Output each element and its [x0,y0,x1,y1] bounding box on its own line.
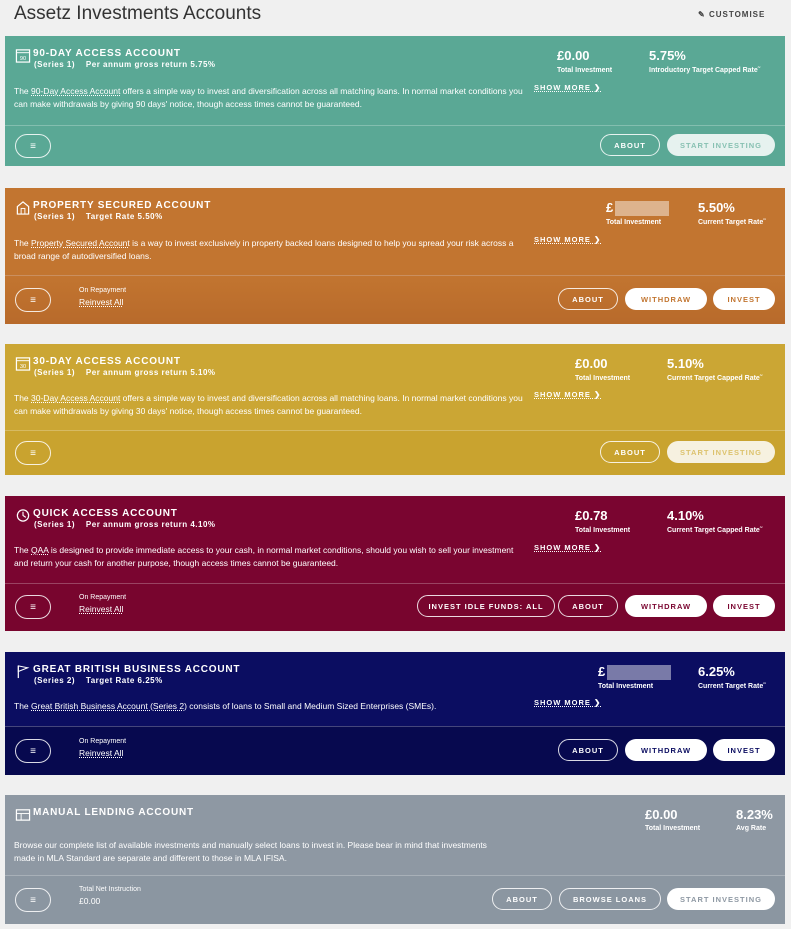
invest-button[interactable]: INVEST [713,595,775,617]
invest-button[interactable]: INVEST [713,739,775,761]
account-card-30-day [5,344,785,475]
account-link[interactable]: 30-Day Access Account [31,393,121,403]
withdraw-button[interactable]: WITHDRAW [625,595,707,617]
account-card-quick-access [5,496,785,631]
invest-idle-funds-button[interactable]: INVEST IDLE FUNDS: ALL [417,595,555,617]
property-icon [15,200,31,215]
customise-label: CUSTOMISE [708,10,766,19]
menu-button[interactable]: ≡ [15,134,51,158]
about-button[interactable]: ABOUT [558,595,618,617]
manual-lending-icon [15,807,31,822]
start-investing-button[interactable]: START INVESTING [667,888,775,910]
show-more-link[interactable]: SHOW MORE ❯ [534,698,602,707]
rate-value: 6.25% [698,664,735,679]
rate-label: Introductory Target Capped Rate˜ [649,67,761,74]
redacted-amount [615,201,669,216]
about-button[interactable]: ABOUT [558,288,618,310]
account-link[interactable]: Property Secured Account [31,238,130,248]
calendar-30-icon [15,356,31,371]
account-subtitle: (Series 2) Target Rate 6.25% [34,676,163,685]
account-subtitle: (Series 1) Per annum gross return 5.75% [34,60,216,69]
show-more-link[interactable]: SHOW MORE ❯ [534,543,602,552]
account-description: Browse our complete list of available investments and manually select loans to invest in. Please bear in mind that investments made in MLA Standard are separate and different to those in MLA IFISA. [14,840,487,863]
account-name: QUICK ACCESS ACCOUNT [33,508,178,519]
rate-value: 5.50% [698,200,735,215]
account-card-great-british-business [5,652,785,775]
svg-text:90: 90 [19,56,27,63]
customise-button[interactable]: ✎ CUSTOMISE [698,10,766,19]
account-name: 30-DAY ACCESS ACCOUNT [33,356,181,367]
total-investment-label: Total Investment [575,527,631,534]
total-net-instruction-label: Total Net Instruction [79,886,141,893]
about-button[interactable]: ABOUT [600,134,660,156]
account-description: The Great British Business Account (Series 2) consists of loans to Small and Medium Sized Enterprises (SMEs). [14,701,437,711]
account-card-manual-lending [5,795,785,924]
page-title: Assetz Investments Accounts [14,3,262,24]
account-subtitle: (Series 1) Per annum gross return 4.10% [34,520,216,529]
account-description: The 30-Day Access Account offers a simple way to invest and diversification across all matching loans. In normal market conditions you can make withdrawals by giving 30 days' notice, though access times cannot be guaranteed. [14,393,523,416]
start-investing-button[interactable]: START INVESTING [667,134,775,156]
on-repayment-label: On Repayment [79,287,127,294]
total-investment-label: Total Investment [557,67,613,74]
svg-text:30: 30 [19,364,27,371]
total-investment-value: £0.00 [575,356,608,371]
withdraw-button[interactable]: WITHDRAW [625,288,707,310]
about-button[interactable]: ABOUT [558,739,618,761]
rate-label: Current Target Rate˜ [698,219,766,226]
menu-button[interactable]: ≡ [15,739,51,763]
total-investment-label: Total Investment [606,219,662,226]
on-repayment-label: On Repayment [79,594,127,601]
account-link[interactable]: Great British Business Account (Series 2) [31,701,187,711]
menu-button[interactable]: ≡ [15,441,51,465]
account-description: The 90-Day Access Account offers a simple way to invest and diversification across all matching loans. In normal market conditions you can make withdrawals by giving 90 days' notice, though access times cannot be guaranteed. [14,86,523,109]
rate-label: Current Target Capped Rate˜ [667,375,763,382]
rate-label: Current Target Rate˜ [698,683,766,690]
menu-button[interactable]: ≡ [15,288,51,312]
start-investing-button[interactable]: START INVESTING [667,441,775,463]
on-repayment-value[interactable]: Reinvest All [79,297,124,307]
total-investment-label: Total Investment [575,375,631,382]
menu-button[interactable]: ≡ [15,595,51,619]
menu-button[interactable]: ≡ [15,888,51,912]
account-name: GREAT BRITISH BUSINESS ACCOUNT [33,664,241,675]
rate-label: Current Target Capped Rate˜ [667,527,763,534]
on-repayment-label: On Repayment [79,738,127,745]
account-link[interactable]: QAA [31,545,49,555]
account-card-property [5,188,785,324]
account-name: PROPERTY SECURED ACCOUNT [33,200,212,211]
about-button[interactable]: ABOUT [492,888,552,910]
withdraw-button[interactable]: WITHDRAW [625,739,707,761]
quick-access-icon [15,508,31,523]
rate-value: 5.75% [649,48,686,63]
total-net-instruction-value: £0.00 [79,896,101,906]
invest-button[interactable]: INVEST [713,288,775,310]
browse-loans-button[interactable]: BROWSE LOANS [559,888,661,910]
total-investment-label: Total Investment [645,825,701,832]
account-name: MANUAL LENDING ACCOUNT [33,807,194,818]
total-investment-value: £0.78 [575,508,608,523]
account-subtitle: (Series 1) Target Rate 5.50% [34,212,163,221]
account-description: The Property Secured Account is a way to invest exclusively in property backed loans designed to help you spread your risk across a broad range of autodiversified loans. [14,238,514,261]
total-investment-value: £0.00 [557,48,590,63]
on-repayment-value[interactable]: Reinvest All [79,748,124,758]
account-link[interactable]: 90-Day Access Account [31,86,121,96]
on-repayment-value[interactable]: Reinvest All [79,604,124,614]
rate-value: 4.10% [667,508,704,523]
show-more-link[interactable]: SHOW MORE ❯ [534,390,602,399]
total-investment-value: £ [606,200,669,216]
total-investment-value: £0.00 [645,807,678,822]
avg-rate-value: 8.23% [736,807,773,822]
account-subtitle: (Series 1) Per annum gross return 5.10% [34,368,216,377]
show-more-link[interactable]: SHOW MORE ❯ [534,83,602,92]
flag-icon [15,664,31,679]
account-description: The QAA is designed to provide immediate access to your cash, in normal market conditions, should you wish to sell your investment and return your cash for another purpose, though access times cannot be guaranteed. [14,545,514,568]
total-investment-label: Total Investment [598,683,654,690]
account-name: 90-DAY ACCESS ACCOUNT [33,48,181,59]
about-button[interactable]: ABOUT [600,441,660,463]
avg-rate-label: Avg Rate [736,825,767,832]
account-card-90-day [5,36,785,166]
rate-value: 5.10% [667,356,704,371]
show-more-link[interactable]: SHOW MORE ❯ [534,235,602,244]
redacted-amount [607,665,671,680]
total-investment-value: £ [598,664,671,680]
calendar-90-icon [15,48,31,63]
